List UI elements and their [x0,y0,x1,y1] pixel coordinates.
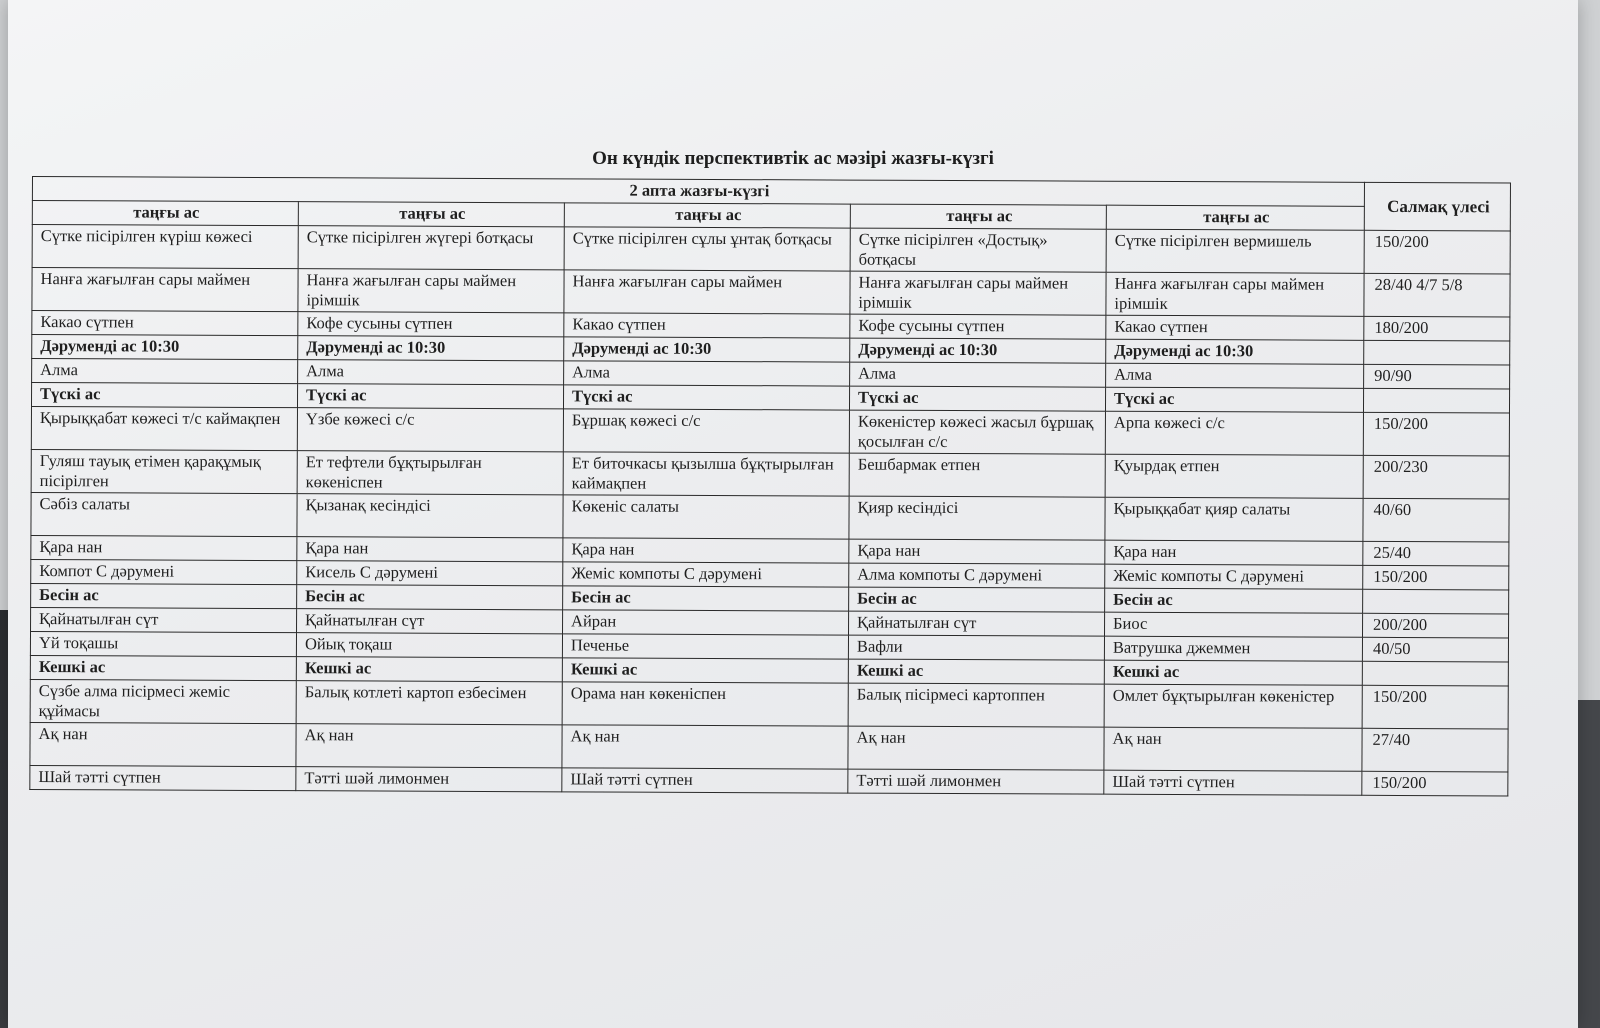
meal-section-label: Түскі ас [1105,387,1363,412]
table-row [32,225,1510,274]
menu-table-wrapper [29,176,1510,796]
dish-cell: Какао сүтпен [1106,315,1364,340]
dish-cell: Печенье [562,634,848,659]
dish-cell: Бешбармак етпен [849,453,1105,497]
table-row [30,679,1508,728]
dish-cell: Сүзбе алма пісірмесі жеміс құймасы [30,679,296,723]
dish-cell: Қайнатылған сүт [31,607,297,632]
weight-cell [1363,589,1509,614]
table-row [32,268,1510,317]
dish-cell: Қуырдақ етпен [1105,454,1363,498]
dish-cell: Қырыққабат қияр салаты [1105,497,1363,541]
weight-cell: 150/200 [1363,412,1509,456]
dish-cell: Қайнатылған сүт [849,611,1105,636]
meal-section-label: Дәруменді ас 10:30 [564,337,850,362]
dish-cell: Жеміс компоты С дәрумені [563,562,849,587]
meal-section-label: Түскі ас [849,386,1105,411]
dish-cell: Қара нан [849,539,1105,564]
day-header: таңғы ас [1106,205,1364,230]
meal-section-label: Түскі ас [31,383,297,408]
meal-section-label: Кешкі ас [30,655,296,680]
meal-section-label: Бесін ас [1105,588,1363,613]
dish-cell: Сүтке пісірілген «Достық» ботқасы [850,228,1106,272]
dish-cell: Нанға жағылған сары маймен [32,268,298,312]
weight-cell [1364,340,1510,365]
dish-cell: Омлет бұқтырылған көкеністер [1104,684,1362,728]
dish-cell: Орама нан көкеніспен [562,682,848,726]
dish-cell: Кофе сусыны сүтпен [298,312,564,337]
dish-cell: Какао сүтпен [32,311,298,336]
document-title: Он күндік перспективтік ас мәзірі жазғы-күзгі [592,148,994,169]
weight-cell [1363,388,1509,413]
dish-cell: Сәбіз салаты [31,492,297,536]
dish-cell: Қайнатылған сүт [297,609,563,634]
week-header: 2 апта жазғы-күзгі [32,177,1364,207]
dish-cell: Арпа көжесі с/с [1105,411,1363,455]
dish-cell: Нанға жағылған сары маймен ірімшік [1106,272,1364,316]
table-row [31,407,1509,456]
dish-cell: Ақ нан [1104,727,1362,771]
dish-cell: Қияр кесіндісі [849,496,1105,540]
dish-cell: Ақ нан [562,725,848,769]
dish-cell: Биос [1105,612,1363,637]
dish-cell: Нанға жағылған сары маймен [564,270,850,314]
dish-cell: Қызанақ кесіндісі [297,494,563,538]
weight-cell: 28/40 4/7 5/8 [1364,273,1510,317]
meal-section-label: Бесін ас [849,587,1105,612]
dish-cell: Ет биточкасы қызылша бұқтырылған каймақпен [563,452,849,496]
weight-cell: 40/60 [1363,498,1509,542]
dish-cell: Балық пісірмесі картоппен [848,683,1104,727]
dish-cell: Тәтті шәй лимонмен [296,767,562,792]
dish-cell: Шай тәтті сүтпен [1104,770,1362,795]
weight-cell: 200/200 [1363,613,1509,638]
dish-cell: Алма [850,362,1106,387]
dish-cell: Балық котлеті картоп езбесімен [296,681,562,725]
meal-section-label: Дәруменді ас 10:30 [850,338,1106,363]
meal-section-label: Кешкі ас [562,658,848,683]
dish-cell: Ет тефтели бұқтырылған көкеніспен [297,451,563,495]
dish-cell: Көкеніс салаты [563,495,849,539]
table-row [31,449,1509,498]
dish-cell: Алма [564,361,850,386]
dish-cell: Кисель С дәрумені [297,561,563,586]
dish-cell: Ақ нан [30,722,296,766]
meal-section-label: Кешкі ас [296,657,562,682]
weight-header: Салмақ үлесі [1364,182,1510,231]
dish-cell: Қырыққабат көжесі т/с каймақпен [31,407,297,451]
dish-cell: Кофе сусыны сүтпен [850,314,1106,339]
table-row [30,722,1508,771]
dish-cell: Қара нан [1105,540,1363,565]
table-row [30,765,1508,795]
meal-section-label: Бесін ас [563,586,849,611]
weight-cell: 150/200 [1363,565,1509,590]
day-header: таңғы ас [298,202,564,227]
dish-cell: Сүтке пісірілген жүгері ботқасы [298,226,564,270]
weight-cell: 90/90 [1364,364,1510,389]
dish-cell: Үй тоқашы [30,631,296,656]
meal-section-label: Кешкі ас [1104,660,1362,685]
dish-cell: Бұршақ көжесі с/с [563,409,849,453]
weight-cell: 180/200 [1364,316,1510,341]
day-header: таңғы ас [564,203,850,228]
weight-cell: 150/200 [1362,685,1508,729]
dish-cell: Компот С дәрумені [31,559,297,584]
weight-cell: 40/50 [1362,637,1508,662]
dish-cell: Шай тәтті сүтпен [30,765,296,790]
weight-cell: 150/200 [1364,230,1510,274]
weight-cell: 150/200 [1362,771,1508,796]
day-header: таңғы ас [850,204,1106,229]
meal-section-label: Бесін ас [297,585,563,610]
menu-body [30,225,1510,796]
meal-section-label: Түскі ас [563,385,849,410]
weight-cell: 27/40 [1362,728,1508,772]
meal-section-label: Дәруменді ас 10:30 [1106,339,1364,364]
dish-cell: Алма [32,359,298,384]
meal-section-label: Дәруменді ас 10:30 [298,336,564,361]
dish-cell: Какао сүтпен [564,313,850,338]
dish-cell: Вафли [848,635,1104,660]
dish-cell: Ақ нан [848,726,1104,770]
dish-cell: Сүтке пісірілген күріш көжесі [32,225,298,269]
dish-cell: Қара нан [563,538,849,563]
meal-section-label: Дәруменді ас 10:30 [32,335,298,360]
dish-cell: Ойық тоқаш [296,633,562,658]
dish-cell: Тәтті шәй лимонмен [848,769,1104,794]
dish-cell: Қара нан [31,535,297,560]
dish-cell: Сүтке пісірілген вермишель [1106,229,1364,273]
weight-cell: 200/230 [1363,455,1509,499]
dish-cell: Нанға жағылған сары маймен ірімшік [850,271,1106,315]
dish-cell: Ақ нан [296,724,562,768]
dish-cell: Гуляш тауық етімен қарақұмық пісірілген [31,449,297,493]
dish-cell: Алма [298,360,564,385]
day-header: таңғы ас [32,201,298,226]
weight-cell: 25/40 [1363,541,1509,566]
dish-cell: Нанға жағылған сары маймен ірімшік [298,269,564,313]
dish-cell: Үзбе көжесі с/с [297,408,563,452]
paper-sheet [8,0,1578,1028]
dish-cell: Жеміс компоты С дәрумені [1105,564,1363,589]
dish-cell: Ватрушка джеммен [1104,636,1362,661]
dish-cell: Шай тәтті сүтпен [562,768,848,793]
weight-cell [1362,661,1508,686]
meal-section-label: Бесін ас [31,583,297,608]
dish-cell: Көкеністер көжесі жасыл бұршақ қосылған с/с [849,410,1105,454]
dish-cell: Алма компоты С дәрумені [849,563,1105,588]
dish-cell: Айран [563,610,849,635]
dish-cell: Қара нан [297,537,563,562]
meal-section-label: Кешкі ас [848,659,1104,684]
dish-cell: Сүтке пісірілген сұлы ұнтақ ботқасы [564,227,850,271]
table-row [31,492,1509,541]
meal-section-label: Түскі ас [297,384,563,409]
menu-table [29,176,1511,796]
dish-cell: Алма [1106,363,1364,388]
